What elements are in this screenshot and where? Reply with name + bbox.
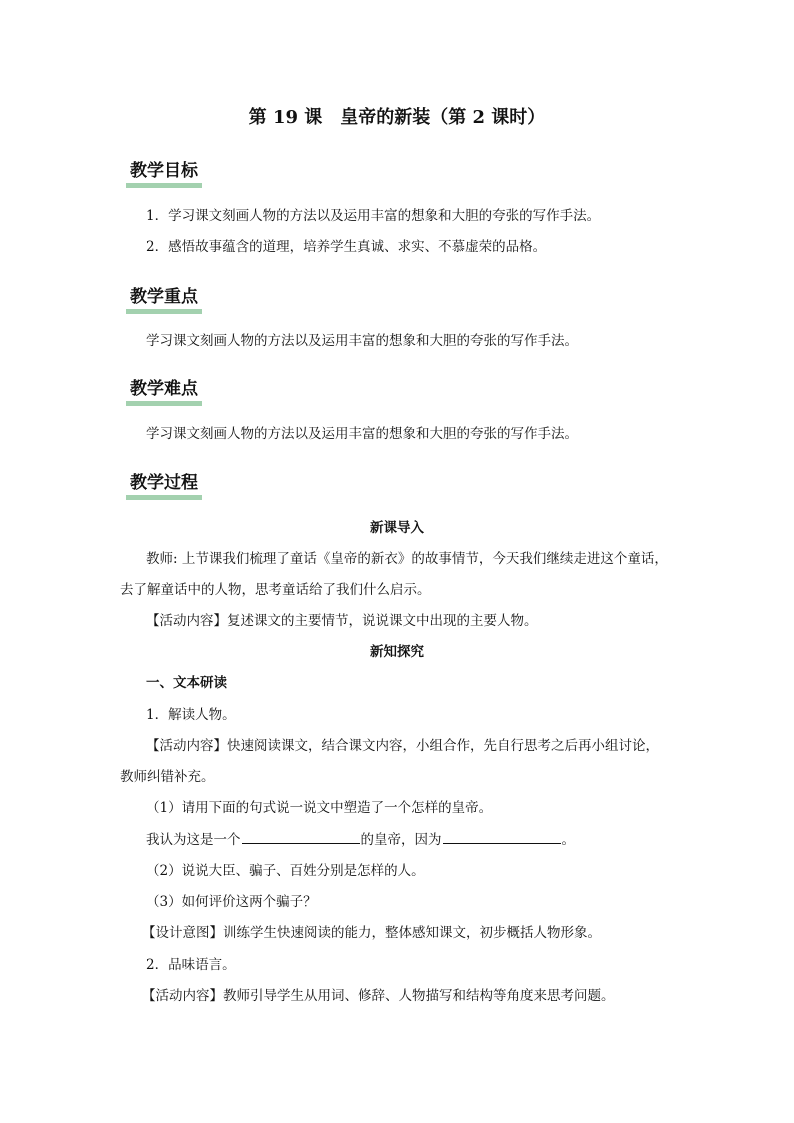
subheading-explore: 新知探究	[370, 644, 424, 660]
key-points-text: 学习课文刻画人物的方法以及运用丰富的想象和大胆的夸张的写作手法。	[146, 333, 578, 349]
section-heading-process	[126, 472, 202, 500]
part1-heading: 一、文本研读	[146, 675, 227, 691]
page-title: 第 19 课 皇帝的新装（第 2 课时）	[248, 107, 546, 128]
fill-in-sentence	[146, 829, 575, 850]
item-2: 2．品味语言。	[146, 957, 236, 973]
question-3: （3）如何评价这两个骗子？	[146, 894, 317, 910]
heading-highlight	[126, 183, 202, 188]
question-2: （2）说说大臣、骗子、百姓分别是怎样的人。	[146, 863, 425, 879]
question-1: （1）请用下面的句式说一说文中塑造了一个怎样的皇帝。	[146, 800, 493, 816]
item1-activity-line-1: 【活动内容】快速阅读课文，结合课文内容，小组合作，先自行思考之后再小组讨论，	[146, 738, 659, 754]
design-intent: 【设计意图】训练学生快速阅读的能力，整体感知课文，初步概括人物形象。	[142, 925, 601, 941]
item2-activity: 【活动内容】教师引导学生从用词、修辞、人物描写和结构等角度来思考问题。	[142, 988, 615, 1004]
section-heading-objectives	[126, 160, 202, 188]
section-heading-label: 教学重点	[130, 287, 198, 307]
section-heading-label: 教学过程	[130, 473, 198, 493]
fill-in-blank-1[interactable]	[242, 829, 360, 844]
fill-in-blank-2[interactable]	[443, 829, 561, 844]
fill-in-text-a: 我认为这是一个	[146, 832, 241, 848]
item1-activity-line-2: 教师纠错补充。	[120, 769, 215, 785]
section-heading-label: 教学目标	[130, 161, 198, 181]
intro-paragraph-line-1: 教师: 上节课我们梳理了童话《皇帝的新衣》的故事情节，今天我们继续走进这个童话，	[146, 551, 668, 567]
section-heading-label: 教学难点	[130, 379, 198, 399]
fill-in-text-b: 的皇帝，因为	[360, 832, 442, 848]
section-heading-key-points	[126, 286, 202, 314]
heading-highlight	[126, 401, 202, 406]
fill-in-text-c: 。	[561, 832, 575, 848]
difficulties-text: 学习课文刻画人物的方法以及运用丰富的想象和大胆的夸张的写作手法。	[146, 426, 578, 442]
subheading-intro: 新课导入	[370, 520, 424, 536]
objective-item-2: 2．感悟故事蕴含的道理，培养学生真诚、求实、不慕虚荣的品格。	[146, 239, 547, 255]
intro-paragraph-line-2: 去了解童话中的人物，思考童话给了我们什么启示。	[120, 582, 431, 598]
section-heading-difficulties	[126, 378, 202, 406]
item-1: 1．解读人物。	[146, 707, 236, 723]
objective-item-1: 1．学习课文刻画人物的方法以及运用丰富的想象和大胆的夸张的写作手法。	[146, 208, 601, 224]
intro-activity: 【活动内容】复述课文的主要情节，说说课文中出现的主要人物。	[146, 613, 538, 629]
heading-highlight	[126, 495, 202, 500]
heading-highlight	[126, 309, 202, 314]
